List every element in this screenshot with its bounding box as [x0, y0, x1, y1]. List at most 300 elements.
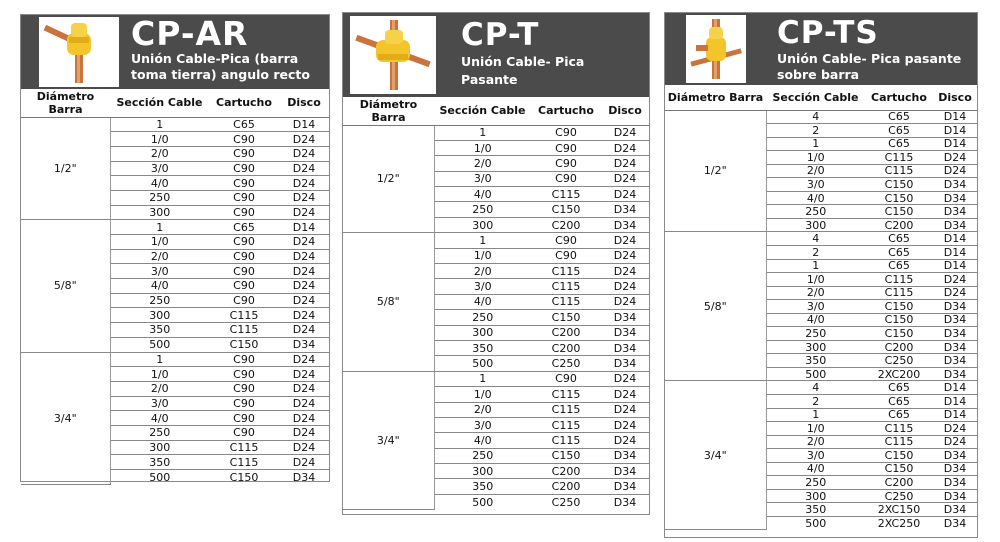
cartridge-cell: C115 — [531, 402, 601, 417]
cartridge-cell: C90 — [209, 381, 279, 396]
cartridge-cell: C150 — [865, 300, 933, 314]
cartridge-cell: C200 — [865, 476, 933, 490]
col-header-section: Sección Cable — [766, 85, 865, 110]
spec-table — [343, 97, 649, 510]
section-cell: 500 — [434, 356, 531, 371]
disc-cell: D24 — [601, 433, 649, 448]
section-cell: 1 — [434, 371, 531, 386]
card-header — [21, 15, 329, 89]
section-cell: 4 — [766, 232, 865, 246]
col-header-diameter: Diámetro Barra — [343, 97, 434, 125]
section-cell: 1 — [766, 408, 865, 422]
table-body — [21, 117, 329, 484]
section-cell: 2/0 — [434, 402, 531, 417]
cartridge-cell: C65 — [865, 110, 933, 124]
disc-cell: D24 — [601, 264, 649, 279]
cartridge-cell: C90 — [209, 293, 279, 308]
section-cell: 300 — [110, 308, 209, 323]
disc-cell: D34 — [279, 337, 329, 352]
cartridge-cell: C115 — [865, 435, 933, 449]
product-description — [461, 53, 584, 89]
section-cell: 1/0 — [110, 132, 209, 147]
product-description — [131, 51, 310, 84]
disc-cell: D24 — [601, 156, 649, 171]
section-cell: 300 — [110, 440, 209, 455]
section-cell: 500 — [110, 337, 209, 352]
cartridge-cell: C250 — [531, 356, 601, 371]
disc-cell: D14 — [933, 137, 977, 151]
card-cp-t — [342, 12, 650, 515]
section-cell: 250 — [110, 293, 209, 308]
product-code: CP-TS — [777, 15, 879, 51]
section-cell: 4 — [766, 381, 865, 395]
disc-cell: D24 — [933, 435, 977, 449]
cartridge-cell: 2XC200 — [865, 367, 933, 381]
cartridge-cell: C65 — [865, 137, 933, 151]
section-cell: 4/0 — [110, 411, 209, 426]
disc-cell: D14 — [279, 117, 329, 132]
cartridge-cell: C90 — [209, 367, 279, 382]
cartridge-cell: C65 — [865, 232, 933, 246]
diameter-cell: 1/2" — [665, 110, 766, 232]
disc-cell: D24 — [601, 125, 649, 140]
cartridge-cell: C65 — [865, 408, 933, 422]
table-row — [665, 232, 977, 246]
diameter-cell: 1/2" — [21, 117, 110, 220]
cartridge-cell: C200 — [531, 217, 601, 232]
cartridge-cell: C250 — [551, 495, 581, 509]
diameter-cell: 5/8" — [21, 220, 110, 352]
section-cell: 1/0 — [434, 140, 531, 155]
disc-cell: D24 — [279, 249, 329, 264]
col-header-disc: Disco — [933, 85, 977, 110]
cartridge-cell: 2XC250 — [877, 516, 921, 530]
section-cell: 4/0 — [766, 313, 865, 327]
disc-cell: D34 — [933, 489, 977, 503]
cartridge-cell: C250 — [865, 489, 933, 503]
disc-cell: D14 — [933, 408, 977, 422]
section-cell: 3/0 — [110, 264, 209, 279]
cartridge-cell: C65 — [209, 220, 279, 235]
cartridge-cell: C200 — [531, 340, 601, 355]
cartridge-cell: C115 — [531, 387, 601, 402]
disc-cell: D24 — [279, 264, 329, 279]
cartridge-cell: C150 — [209, 337, 279, 352]
section-cell: 250 — [110, 190, 209, 205]
cartridge-cell: C90 — [209, 146, 279, 161]
disc-cell: D24 — [279, 367, 329, 382]
section-cell: 3/0 — [110, 161, 209, 176]
disc-cell: D24 — [601, 387, 649, 402]
disc-cell: D14 — [933, 259, 977, 273]
section-cell: 1/0 — [110, 367, 209, 382]
disc-cell: D24 — [933, 273, 977, 287]
table-row — [21, 117, 329, 132]
section-cell: 4/0 — [766, 191, 865, 205]
section-cell: 1 — [110, 352, 209, 367]
disc-cell: D24 — [601, 294, 649, 309]
card-cp-ar — [20, 14, 330, 482]
section-cell: 3/0 — [110, 396, 209, 411]
disc-cell: D24 — [601, 402, 649, 417]
section-cell: 1 — [766, 137, 865, 151]
cartridge-cell: C115 — [865, 273, 933, 287]
description-line: Pasante — [461, 72, 518, 88]
cartridge-cell: C250 — [865, 354, 933, 368]
section-cell: 2 — [766, 124, 865, 138]
table-row — [21, 352, 329, 367]
cartridge-cell: C90 — [531, 371, 601, 386]
col-header-cartridge: Cartucho — [865, 85, 933, 110]
disc-cell: D24 — [601, 140, 649, 155]
disc-cell: D14 — [933, 110, 977, 124]
section-cell: 350 — [110, 323, 209, 338]
table-row — [343, 233, 649, 248]
section-cell: 2 — [766, 394, 865, 408]
disc-cell: D24 — [279, 279, 329, 294]
section-cell: 2/0 — [766, 164, 865, 178]
section-cell: 1/0 — [766, 151, 865, 165]
section-cell: 300 — [434, 217, 531, 232]
cartridge-cell: C150 — [531, 202, 601, 217]
disc-cell: D24 — [933, 151, 977, 165]
disc-cell: D24 — [601, 417, 649, 432]
disc-cell: D24 — [601, 171, 649, 186]
col-header-disc: Disco — [601, 97, 649, 125]
section-cell: 500 — [766, 367, 865, 381]
disc-cell: D14 — [933, 124, 977, 138]
col-header-section: Sección Cable — [110, 89, 209, 117]
cartridge-cell: C90 — [531, 248, 601, 263]
table-body — [665, 110, 977, 530]
disc-cell: D34 — [292, 470, 316, 484]
cartridge-cell: C115 — [865, 286, 933, 300]
section-cell: 250 — [434, 448, 531, 463]
cartridge-cell: C90 — [209, 161, 279, 176]
cartridge-cell: C90 — [209, 249, 279, 264]
table-row — [21, 220, 329, 235]
section-cell: 2/0 — [110, 249, 209, 264]
disc-cell: D34 — [933, 354, 977, 368]
disc-cell: D34 — [933, 340, 977, 354]
cartridge-cell: C65 — [865, 259, 933, 273]
disc-cell: D24 — [279, 381, 329, 396]
disc-cell: D34 — [943, 516, 967, 530]
cartridge-cell: C90 — [209, 235, 279, 250]
table-row — [665, 110, 977, 124]
disc-cell: D34 — [933, 476, 977, 490]
disc-cell: D24 — [601, 371, 649, 386]
disc-cell: D34 — [933, 313, 977, 327]
section-cell: 300 — [110, 205, 209, 220]
disc-cell: D34 — [933, 462, 977, 476]
disc-cell: D34 — [601, 356, 649, 371]
section-cell: 250 — [766, 205, 865, 219]
section-cell: 350 — [766, 503, 865, 517]
disc-cell: D34 — [933, 191, 977, 205]
disc-cell: D24 — [279, 293, 329, 308]
section-cell: 1 — [110, 220, 209, 235]
cartridge-cell: C150 — [865, 462, 933, 476]
product-description — [777, 51, 961, 84]
cartridge-cell: C90 — [531, 171, 601, 186]
section-cell: 250 — [434, 202, 531, 217]
disc-cell: D14 — [933, 232, 977, 246]
section-cell: 4/0 — [434, 433, 531, 448]
section-cell: 1/0 — [434, 387, 531, 402]
section-cell: 250 — [766, 476, 865, 490]
disc-cell: D34 — [601, 464, 649, 479]
spec-table — [21, 89, 329, 485]
disc-cell: D34 — [601, 479, 649, 494]
section-cell: 2/0 — [110, 146, 209, 161]
disc-cell: D14 — [933, 245, 977, 259]
cartridge-cell: C115 — [209, 308, 279, 323]
cartridge-cell: C200 — [531, 464, 601, 479]
cartridge-cell: C150 — [531, 448, 601, 463]
table-body — [343, 125, 649, 510]
section-cell: 350 — [434, 479, 531, 494]
cartridge-cell: C115 — [209, 455, 279, 470]
col-header-cartridge: Cartucho — [531, 97, 601, 125]
product-code: CP-T — [461, 17, 540, 53]
cartridge-cell: C115 — [531, 264, 601, 279]
description-line: Unión Cable-Pica (barra — [131, 51, 299, 66]
disc-cell: D34 — [933, 218, 977, 232]
col-header-diameter: Diámetro Barra — [21, 89, 110, 117]
description-line: Unión Cable- Pica pasante — [777, 51, 962, 66]
disc-cell: D34 — [601, 310, 649, 325]
section-cell: 500 — [149, 470, 171, 484]
cartridge-cell: C115 — [865, 151, 933, 165]
section-cell: 250 — [434, 310, 531, 325]
cartridge-cell: C90 — [209, 264, 279, 279]
product-image — [686, 15, 746, 83]
section-cell: 1/0 — [434, 248, 531, 263]
section-cell: 4/0 — [110, 279, 209, 294]
disc-cell: D24 — [279, 323, 329, 338]
cartridge-cell: C115 — [865, 164, 933, 178]
disc-cell: D34 — [601, 448, 649, 463]
disc-cell: D34 — [601, 325, 649, 340]
cartridge-cell: C115 — [531, 279, 601, 294]
cp-ts-connector-icon — [688, 17, 744, 81]
disc-cell: D24 — [279, 190, 329, 205]
section-cell: 2/0 — [434, 156, 531, 171]
cartridge-cell: C200 — [531, 325, 601, 340]
cartridge-cell: C115 — [531, 187, 601, 202]
section-cell: 350 — [110, 455, 209, 470]
cartridge-cell: C115 — [865, 422, 933, 436]
diameter-cell: 3/4" — [665, 381, 766, 530]
table-row — [343, 371, 649, 386]
section-cell: 1/0 — [766, 422, 865, 436]
disc-cell: D24 — [279, 161, 329, 176]
section-cell: 3/0 — [766, 178, 865, 192]
diameter-cell: 1/2" — [343, 125, 434, 233]
cartridge-cell: C90 — [531, 125, 601, 140]
disc-cell: D14 — [933, 381, 977, 395]
col-header-cartridge: Cartucho — [209, 89, 279, 117]
cartridge-cell: C150 — [865, 313, 933, 327]
cartridge-cell: C90 — [209, 176, 279, 191]
disc-cell: D14 — [933, 394, 977, 408]
section-cell: 300 — [766, 218, 865, 232]
section-cell: 2/0 — [434, 264, 531, 279]
section-cell: 1 — [110, 117, 209, 132]
section-cell: 500 — [805, 516, 827, 530]
disc-cell: D24 — [601, 248, 649, 263]
section-cell: 2 — [766, 245, 865, 259]
disc-cell: D24 — [279, 132, 329, 147]
cartridge-cell: C150 — [531, 310, 601, 325]
section-cell: 350 — [766, 354, 865, 368]
disc-cell: D24 — [279, 425, 329, 440]
section-cell: 500 — [472, 495, 494, 509]
section-cell: 1/0 — [766, 273, 865, 287]
disc-cell: D24 — [279, 440, 329, 455]
spec-table — [665, 85, 977, 530]
cartridge-cell: C150 — [865, 191, 933, 205]
section-cell: 250 — [766, 327, 865, 341]
section-cell: 1 — [434, 233, 531, 248]
table-row — [665, 381, 977, 395]
cartridge-cell: C90 — [209, 190, 279, 205]
section-cell: 300 — [434, 464, 531, 479]
disc-cell: D34 — [601, 340, 649, 355]
diameter-cell: 3/4" — [21, 352, 110, 484]
disc-cell: D34 — [601, 202, 649, 217]
disc-cell: D34 — [933, 503, 977, 517]
cartridge-cell: C90 — [531, 233, 601, 248]
section-cell: 3/0 — [434, 279, 531, 294]
section-cell: 300 — [434, 325, 531, 340]
cartridge-cell: C90 — [209, 205, 279, 220]
section-cell: 2/0 — [766, 286, 865, 300]
section-cell: 4 — [766, 110, 865, 124]
section-cell: 3/0 — [434, 171, 531, 186]
disc-cell: D34 — [933, 327, 977, 341]
disc-cell: D24 — [601, 279, 649, 294]
cartridge-cell: C115 — [209, 440, 279, 455]
cartridge-cell: C65 — [865, 394, 933, 408]
section-cell: 4/0 — [434, 187, 531, 202]
product-image — [350, 16, 436, 94]
disc-cell: D34 — [613, 495, 637, 509]
section-cell: 2/0 — [110, 381, 209, 396]
table-row — [343, 125, 649, 140]
cartridge-cell: C150 — [865, 327, 933, 341]
card-header — [665, 13, 977, 85]
section-cell: 3/0 — [434, 417, 531, 432]
cartridge-cell: C150 — [865, 449, 933, 463]
cartridge-cell: C65 — [865, 245, 933, 259]
section-cell: 2/0 — [766, 435, 865, 449]
description-line: toma tierra) angulo recto — [131, 67, 310, 83]
disc-cell: D24 — [279, 411, 329, 426]
disc-cell: D24 — [601, 233, 649, 248]
cartridge-cell: C90 — [531, 156, 601, 171]
cp-t-connector-icon — [352, 18, 434, 92]
disc-cell: D24 — [279, 352, 329, 367]
cartridge-cell: C65 — [209, 117, 279, 132]
description-line: Unión Cable- Pica — [461, 54, 585, 69]
section-cell: 300 — [766, 489, 865, 503]
section-cell: 4/0 — [766, 462, 865, 476]
cartridge-cell: C90 — [209, 279, 279, 294]
card-cp-ts — [664, 12, 978, 538]
disc-cell: D14 — [279, 220, 329, 235]
cartridge-cell: C65 — [865, 381, 933, 395]
section-cell: 1/0 — [110, 235, 209, 250]
cp-ar-connector-icon — [41, 19, 117, 85]
cartridge-cell: C150 — [229, 470, 259, 484]
disc-cell: D34 — [933, 300, 977, 314]
col-header-section: Sección Cable — [434, 97, 531, 125]
cartridge-cell: C150 — [865, 205, 933, 219]
disc-cell: D24 — [933, 286, 977, 300]
diameter-cell: 5/8" — [665, 232, 766, 381]
disc-cell: D24 — [933, 422, 977, 436]
col-header-disc: Disco — [279, 89, 329, 117]
section-cell: 3/0 — [766, 300, 865, 314]
product-code: CP-AR — [131, 14, 249, 53]
section-cell: 1 — [434, 125, 531, 140]
disc-cell: D24 — [279, 308, 329, 323]
disc-cell: D24 — [279, 455, 329, 470]
disc-cell: D24 — [279, 205, 329, 220]
cartridge-cell: C90 — [209, 411, 279, 426]
cartridge-cell: C115 — [531, 433, 601, 448]
disc-cell: D24 — [933, 164, 977, 178]
section-cell: 3/0 — [766, 449, 865, 463]
card-header — [343, 13, 649, 97]
description-line: sobre barra — [777, 67, 860, 83]
cartridge-cell: C200 — [531, 479, 601, 494]
disc-cell: D34 — [933, 178, 977, 192]
cartridge-cell: C150 — [865, 178, 933, 192]
cartridge-cell: C90 — [209, 396, 279, 411]
disc-cell: D24 — [279, 146, 329, 161]
section-cell: 300 — [766, 340, 865, 354]
cartridge-cell: C90 — [209, 132, 279, 147]
cartridge-cell: C200 — [865, 340, 933, 354]
cartridge-cell: C115 — [531, 417, 601, 432]
cartridge-cell: C90 — [209, 425, 279, 440]
disc-cell: D34 — [933, 449, 977, 463]
product-image — [39, 17, 119, 87]
section-cell: 350 — [434, 340, 531, 355]
disc-cell: D34 — [933, 367, 977, 381]
disc-cell: D34 — [601, 217, 649, 232]
section-cell: 1 — [766, 259, 865, 273]
diameter-cell: 3/4" — [343, 371, 434, 510]
cartridge-cell: C115 — [209, 323, 279, 338]
cartridge-cell: C115 — [531, 294, 601, 309]
section-cell: 250 — [110, 425, 209, 440]
disc-cell: D24 — [279, 396, 329, 411]
cartridge-cell: C65 — [865, 124, 933, 138]
col-header-diameter: Diámetro Barra — [665, 85, 766, 110]
cartridge-cell: C90 — [209, 352, 279, 367]
disc-cell: D24 — [279, 176, 329, 191]
diameter-cell: 5/8" — [343, 233, 434, 372]
cartridge-cell: C200 — [865, 218, 933, 232]
disc-cell: D24 — [279, 235, 329, 250]
cartridge-cell: C90 — [531, 140, 601, 155]
cartridge-cell: 2XC150 — [865, 503, 933, 517]
section-cell: 4/0 — [434, 294, 531, 309]
